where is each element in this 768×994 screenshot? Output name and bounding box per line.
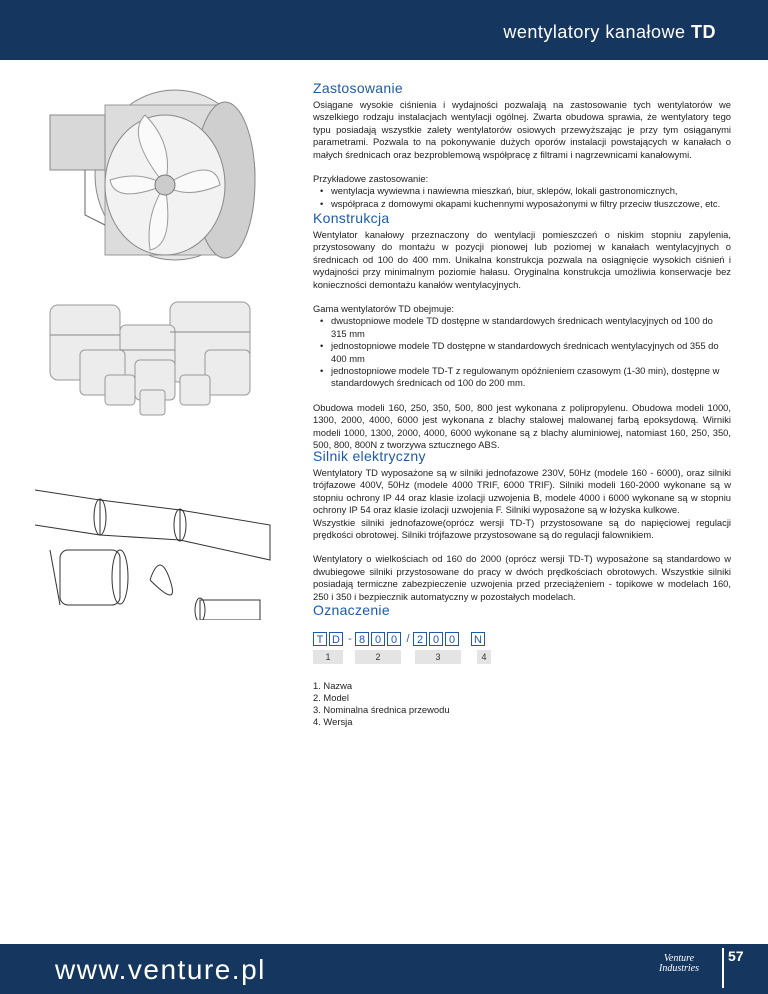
header-title-bold: TD [691, 22, 716, 42]
code-char: 0 [371, 632, 385, 646]
code-char: 0 [429, 632, 443, 646]
heading-konstrukcja: Konstrukcja [313, 210, 390, 226]
heading-silnik: Silnik elektryczny [313, 448, 426, 464]
list-item: • wentylacja wywiewna i nawiewna mieszkań, biur, sklepów, lokali gastronomicznych, [313, 185, 731, 197]
section-silnik [313, 448, 731, 603]
footer-bar [0, 944, 768, 994]
fan-range-image [40, 290, 270, 420]
code-char: D [329, 632, 343, 646]
list-item: • jednostopniowe modele TD dostępne w standardowych średnicach wentylacyjnych od 355 do 400 mm [313, 340, 731, 365]
fan-cutaway-image [45, 75, 270, 270]
logo-line-1: Venture [663, 953, 695, 964]
logo-line-2: Industries [659, 963, 699, 974]
code-dash: - [348, 633, 352, 645]
installation-drawing [30, 480, 280, 620]
range-list [313, 315, 731, 389]
code-char: 8 [355, 632, 369, 646]
examples-list [313, 185, 731, 210]
zastosowanie-text: Osiągane wysokie ciśnienia i wydajności pozwalają na zastosowanie tych wentylatorów we wszelkiego rodzaju instalacjach wentylacji ogólnej. Zwarta obudowa sprawia, że wentylatory tego typu posiadają wszystkie zalety wentylatorów osiowych przewyższając je przy tym osiąganymi parametrami. Pozwala to na pokonywanie dużych oporów instalacji powstających w kanałach o małych średnicach oraz bezproblemową współpracę z filtrami i nagrzewnicami kanałowymi. [313, 99, 731, 160]
konstrukcja-text: Wentylator kanałowy przeznaczony do wentylacji pomieszczeń o niskim stopniu zapylenia, przystosowany do montażu w pozycji pionowej lub poziomej w kanałach wentylacyjnych o średnicach od 100 do 400 mm. Unikalna konstrukcja pozwala na osiągnięcie wysokich ciśnień i wydajności przy minimalnym poziomie hałasu. Oryginalna konstrukcja umożliwia konserwacje bez konieczności demontażu kanałów wentylacyjnych. [313, 229, 731, 290]
footer-url[interactable]: www.venture.pl [55, 954, 266, 985]
section-zastosowanie [313, 80, 731, 210]
legend-item: 2. Model [313, 692, 349, 703]
code-char: 0 [445, 632, 459, 646]
code-char: N [471, 632, 485, 646]
silnik-text-2: Wszystkie silniki jednofazowe(oprócz wersji TD-T) przystosowane są do napięciowej regulacji prędkości obrotowej. Silniki trójfazowe przystosowane są do regulacji falownikiem. [313, 516, 731, 541]
code-char: T [313, 632, 327, 646]
page-number: 57 [722, 948, 744, 988]
code-slash: / [406, 633, 410, 645]
designation-legend [313, 680, 450, 728]
header-bar [0, 0, 768, 60]
examples-intro: Przykładowe zastosowanie: [313, 173, 429, 185]
list-item: • dwustopniowe modele TD dostępne w standardowych średnicach wentylacyjnych od 100 do 315 mm [313, 315, 731, 340]
silnik-text-1: Wentylatory TD wyposażone są w silniki jednofazowe 230V, 50Hz (modele 160 - 6000), oraz silniki trójfazowe 400V, 50Hz (modele 4000 TRIF, 6000 TRIF). Silniki modeli 160-2000 wykonane są w stopniu ochrony IP 44 oraz klasie izolacji uzwojenia B, modele 4000 i 6000 wykonane są w stopniu ochrony IP 54 oraz klasie izolacji uzwojenia F. Silniki wyposażone są w łożyska kulkowe. [313, 467, 731, 516]
range-intro: Gama wentylatorów TD obejmuje: [313, 303, 455, 315]
section-konstrukcja [313, 210, 731, 452]
legend-item: 4. Wersja [313, 716, 353, 727]
code-label: 2 [355, 650, 401, 664]
section-oznaczenie [313, 602, 731, 621]
designation-code [313, 632, 487, 646]
code-char: 2 [413, 632, 427, 646]
code-label: 3 [415, 650, 461, 664]
code-char: 0 [387, 632, 401, 646]
code-label: 4 [477, 650, 491, 664]
designation-labels [313, 650, 733, 670]
heading-oznaczenie: Oznaczenie [313, 602, 390, 618]
materials-text: Obudowa modeli 160, 250, 350, 500, 800 jest wykonana z polipropylenu. Obudowa modeli 1000, 1300, 2000, 4000, 6000 jest wykonana z blachy stalowej malowanej farbą epoksydową. Wirniki modeli 1000, 1300, 2000, 4000, 6000 wykonane są z blachy aluminiowej, natomiast 160, 250, 350, 500, 800, 800N z tworzywa sztucznego ABS. [313, 401, 731, 451]
legend-item: 1. Nazwa [313, 680, 353, 691]
header-title-light: wentylatory kanałowe [503, 22, 686, 42]
silnik-text-3: Wentylatory o wielkościach od 160 do 2000 (oprócz wersji TD-T) wyposażone są standardowo w dwubiegowe silniki przystosowane do pracy w dwóch prędkościach obrotowych. Wszystkie silniki posiadają termiczne zabezpieczenie uzwojenia przed przeciążeniem - topikowe w modelach 160, 250 i 350 i bezpiecznik automatyczny w pozostałych modelach. [313, 553, 731, 602]
code-label: 1 [313, 650, 343, 664]
venture-logo [650, 954, 708, 986]
header-title [503, 22, 716, 43]
list-item: • jednostopniowe modele TD-T z regulowanym opóźnieniem czasowym (1-30 min), dostępne w standardowych średnicach od 100 do 200 mm. [313, 365, 731, 390]
heading-zastosowanie: Zastosowanie [313, 80, 403, 96]
legend-item: 3. Nominalna średnica przewodu [313, 704, 450, 715]
list-item: • współpraca z domowymi okapami kuchennymi wyposażonymi w filtry przeciw tłuszczowe, etc. [313, 198, 731, 210]
